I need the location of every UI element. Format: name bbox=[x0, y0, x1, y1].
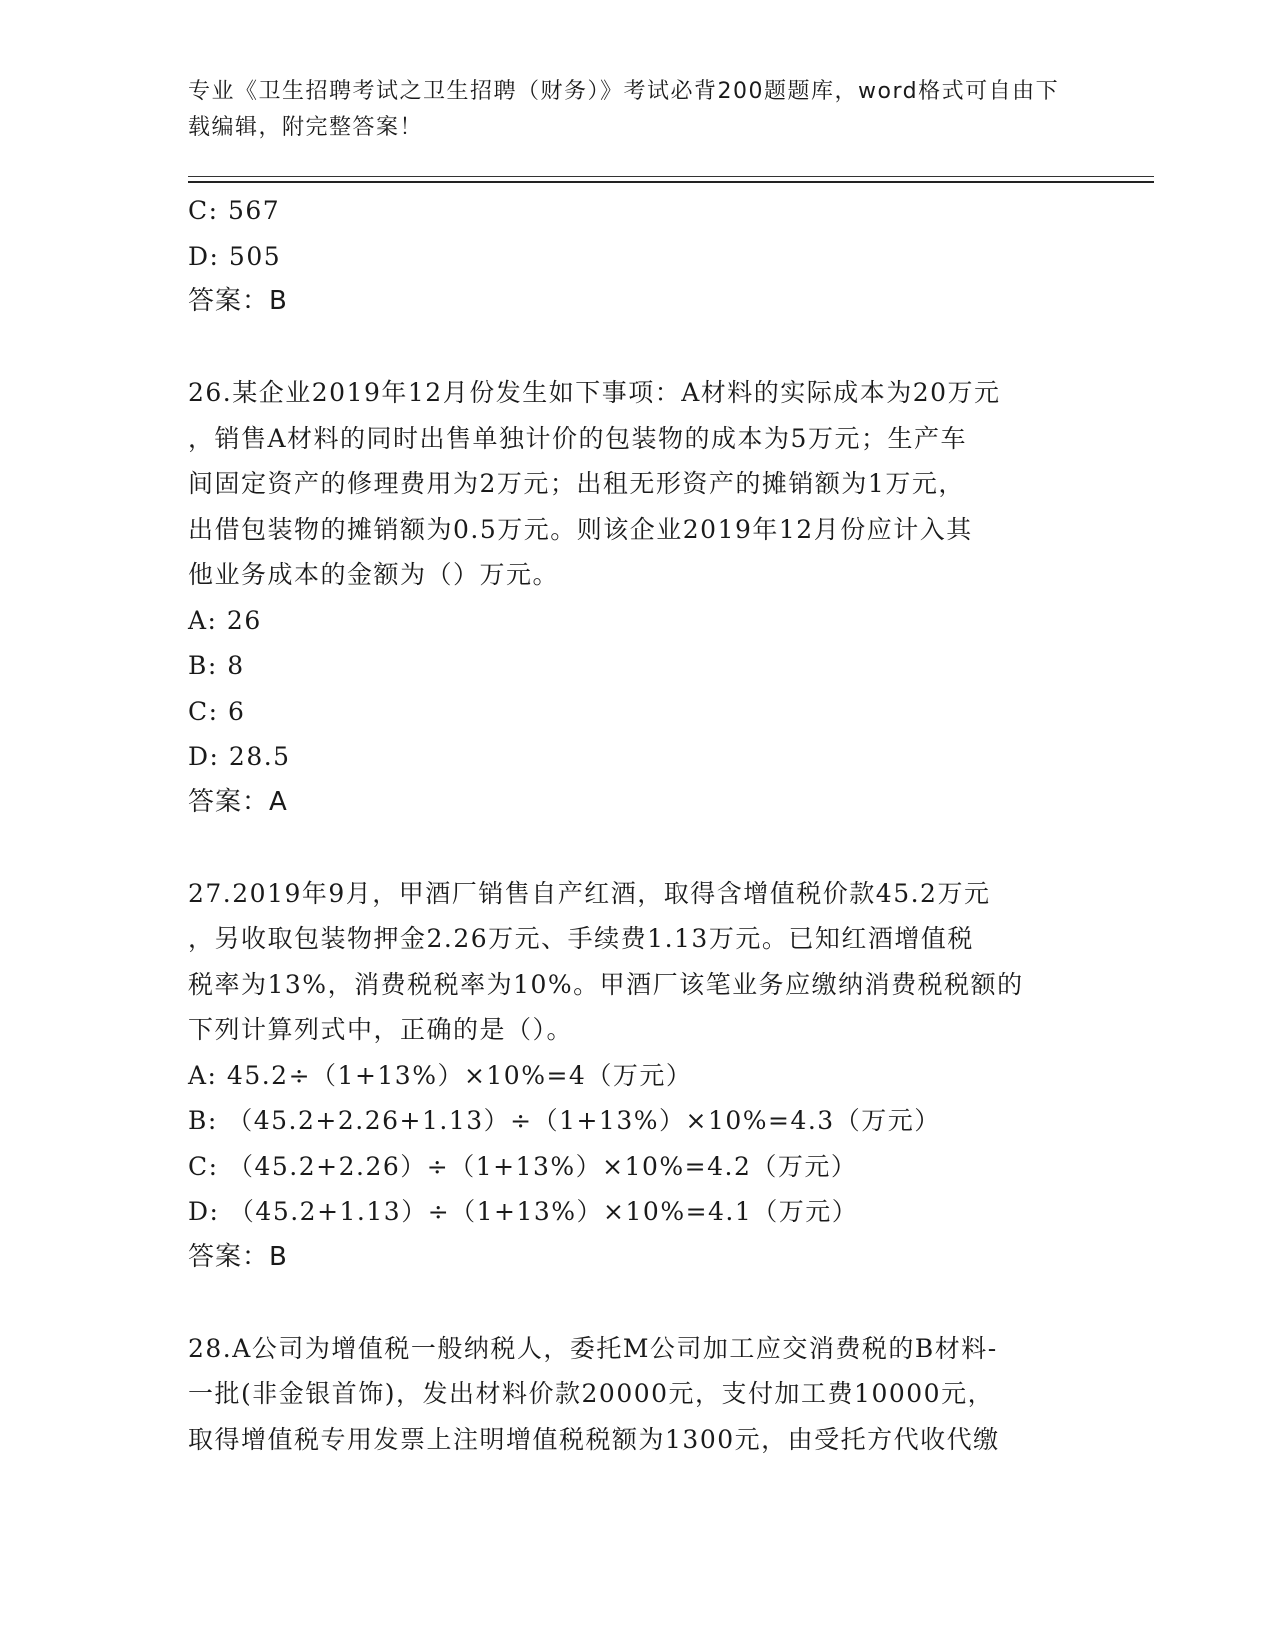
question-26 bbox=[188, 370, 1088, 825]
question-stem-line: ，另收取包装物押金2.26万元、手续费1.13万元。已知红酒增值税 bbox=[188, 924, 974, 953]
option-c: C: 567 bbox=[188, 196, 281, 225]
question-27 bbox=[188, 871, 1088, 1281]
document-header bbox=[188, 74, 1068, 146]
option-a: A: 45.2÷（1+13%）×10%=4（万元） bbox=[188, 1060, 693, 1090]
spacer bbox=[188, 825, 1088, 871]
option-c: C: 6 bbox=[188, 696, 246, 726]
answer-line: 答案：A bbox=[188, 786, 288, 817]
question-stem-line: 出借包装物的摊销额为0.5万元。则该企业2019年12月份应计入其 bbox=[188, 514, 973, 544]
option-a: A: 26 bbox=[188, 605, 262, 635]
header-rule-thin bbox=[188, 176, 1154, 177]
option-d: D: （45.2+1.13）÷（1+13%）×10%=4.1（万元） bbox=[188, 1197, 859, 1226]
question-stem-line: 税率为13%，消费税税率为10%。甲酒厂该笔业务应缴纳消费税税额的 bbox=[188, 969, 1024, 999]
answer-line: 答案：B bbox=[188, 1241, 288, 1272]
document-title: 专业《卫生招聘考试之卫生招聘（财务）》考试必背200题题库，word格式可自由下载编辑，附完整答案！ bbox=[188, 79, 1060, 140]
option-c: C: （45.2+2.26）÷（1+13%）×10%=4.2（万元） bbox=[188, 1151, 858, 1181]
question-stem-line: 他业务成本的金额为（）万元。 bbox=[188, 560, 560, 589]
question-stem-line: 26.某企业2019年12月份发生如下事项：A材料的实际成本为20万元 bbox=[188, 378, 1001, 407]
page-content bbox=[188, 188, 1088, 1462]
question-28 bbox=[188, 1326, 1088, 1463]
spacer bbox=[188, 1280, 1088, 1326]
option-d: D: 505 bbox=[188, 241, 282, 271]
question-stem-line: 间固定资产的修理费用为2万元；出租无形资产的摊销额为1万元， bbox=[188, 469, 965, 498]
question-stem-line: 下列计算列式中，正确的是（）。 bbox=[188, 1015, 574, 1044]
question-stem-line: 取得增值税专用发票上注明增值税税额为1300元，由受托方代收代缴 bbox=[188, 1424, 1000, 1454]
prev-question-block bbox=[188, 188, 1088, 325]
option-b: B: （45.2+2.26+1.13）÷（1+13%）×10%=4.3（万元） bbox=[188, 1106, 941, 1135]
question-stem-line: 27.2019年9月，甲酒厂销售自产红酒，取得含增值税价款45.2万元 bbox=[188, 878, 991, 908]
answer-line: 答案：B bbox=[188, 286, 288, 316]
question-stem-line: 一批(非金银首饰)，发出材料价款20000元，支付加工费10000元， bbox=[188, 1379, 995, 1408]
question-stem-line: 28.A公司为增值税一般纳税人，委托M公司加工应交消费税的B材料- bbox=[188, 1333, 998, 1363]
question-stem-line: ，销售A材料的同时出售单独计价的包装物的成本为5万元；生产车 bbox=[188, 423, 967, 453]
spacer bbox=[188, 325, 1088, 371]
header-rule-thick bbox=[188, 181, 1154, 183]
option-d: D: 28.5 bbox=[188, 742, 291, 771]
option-b: B: 8 bbox=[188, 651, 245, 680]
